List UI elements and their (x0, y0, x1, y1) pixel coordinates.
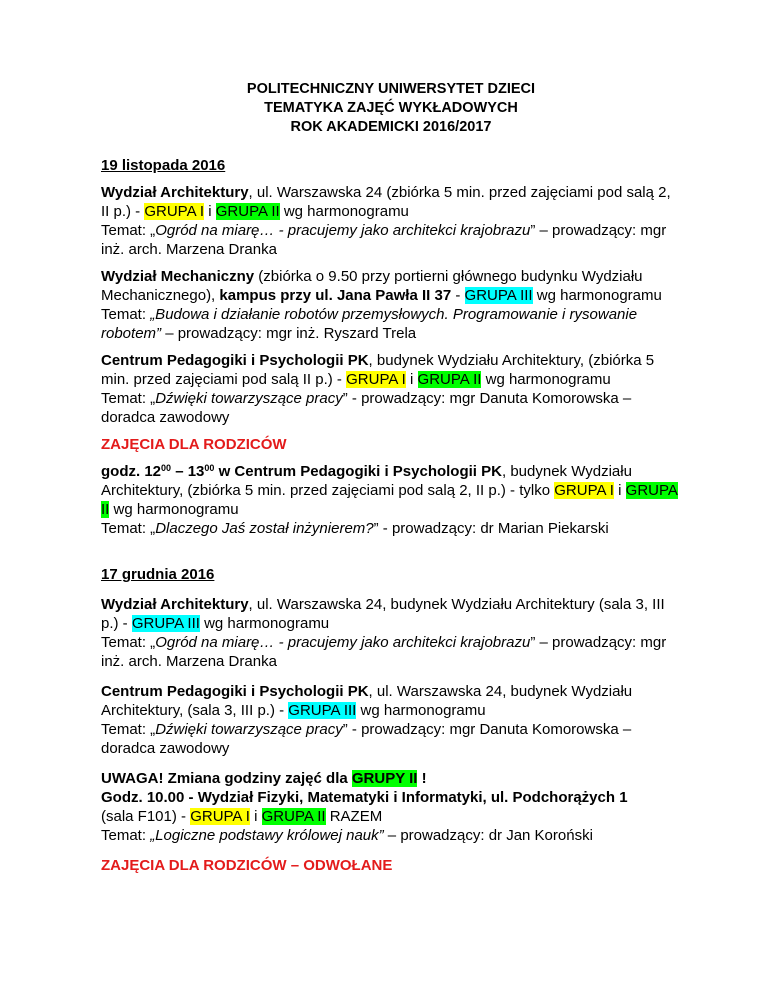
s2-pedagogy-entry: Centrum Pedagogiki i Psychologii PK, ul. Warszawska 24, budynek Wydziału Architektury, (sala 3, III p.) - GRUPA III wg harmonogramu Temat: „Dźwięki towarzyszące pracy” - prowadzący: mgr Danuta Komorowska – doradca zawodowy (101, 683, 633, 757)
topic-title: Dźwięki towarzyszące pracy (155, 721, 343, 738)
topic-title: Ogród na miarę… - pracujemy jako architekci krajobrazu (155, 222, 531, 239)
session-location: Godz. 10.00 - Wydział Fizyki, Matematyki i Informatyki, ul. Podchorążych 1 (101, 789, 628, 806)
faculty-name: Wydział Architektury (101, 184, 249, 201)
group-badge-2: GRUPA II (101, 482, 678, 518)
centre-name: Centrum Pedagogiki i Psychologii PK (101, 683, 369, 700)
header-line-2: TEMATYKA ZAJĘĆ WYKŁADOWYCH (264, 100, 518, 116)
section-1-date: 19 listopada 2016 (101, 157, 226, 174)
group-badge-3: GRUPA III (131, 615, 200, 632)
group-badge-2: GRUPA II (417, 371, 482, 388)
group-badge-1: GRUPA I (190, 808, 250, 825)
session-time: godz. $12^{00} - 13^{00}$ w Centrum Pedagogiki i Psychologii PK (101, 463, 502, 480)
group-badge-3: GRUPA III (464, 287, 533, 304)
campus-address: kampus przy ul. Jana Pawła II 37 (219, 287, 452, 304)
parents-cancelled-heading: ZAJĘCIA DLA RODZICÓW – ODWOŁANE (101, 857, 393, 874)
header-line-1: POLITECHNICZNY UNIWERSYTET DZIECI (246, 81, 536, 97)
topic-title: „Budowa i działanie robotów przemysłowych. Programowanie i rysowanie robotem” (101, 306, 638, 342)
group-badge-2: GRUPA II (215, 203, 280, 220)
parents-heading: ZAJĘCIA DLA RODZICÓW (101, 436, 287, 453)
schedule-change-notice: UWAGA! Zmiana godziny zajęć dla GRUPY II ! (101, 770, 427, 787)
group-badge-2: GRUPY II (351, 770, 418, 787)
topic-title: Dźwięki towarzyszące pracy (155, 390, 343, 407)
s2-math-entry: UWAGA! Zmiana godziny zajęć dla GRUPY II ! Godz. 10.00 - Wydział Fizyki, Matematyki i Informatyki, ul. Podchorążych 1 (sala F101) - GRUPA I i GRUPA II RAZEM Temat: „Logiczne podstawy królowej nauk” – prowadzący: dr Jan Koroński (101, 770, 628, 844)
topic-title: Dlaczego Jaś został inżynierem? (155, 520, 374, 537)
group-badge-1: GRUPA I (144, 203, 205, 220)
header-line-3: ROK AKADEMICKI 2016/2017 (290, 119, 492, 135)
topic-title: „Logiczne podstawy królowej nauk” (150, 827, 384, 844)
centre-name: Centrum Pedagogiki i Psychologii PK (101, 352, 369, 369)
section-2-date: 17 grudnia 2016 (101, 566, 215, 583)
group-badge-1: GRUPA I (554, 482, 614, 499)
s1-pedagogy-entry: Centrum Pedagogiki i Psychologii PK, budynek Wydziału Architektury, (zbiórka 5 min. przed zajęciami pod salą II p.) - GRUPA I i GRUPA II wg harmonogramu Temat: „Dźwięki towarzyszące pracy” - prowadzący: mgr Danuta Komorowska – doradca zawodowy (101, 352, 655, 426)
s1-architecture-entry: Wydział Architektury, ul. Warszawska 24 (zbiórka 5 min. przed zajęciami pod salą 2, II p.) - GRUPA I i GRUPA II wg harmonogramu Temat: „Ogród na miarę… - pracujemy jako architekci krajobrazu” – prowadzący: mgr inż. arch. Marzena Dranka (101, 184, 671, 258)
document-header (101, 80, 681, 137)
faculty-name: Wydział Mechaniczny (101, 268, 255, 285)
s2-architecture-entry: Wydział Architektury, ul. Warszawska 24, budynek Wydziału Architektury (sala 3, III p.) - GRUPA III wg harmonogramu Temat: „Ogród na miarę… - pracujemy jako architekci krajobrazu” – prowadzący: mgr inż. arch. Marzena Dranka (101, 596, 667, 670)
faculty-name: Wydział Architektury (101, 596, 249, 613)
group-badge-2: GRUPA II (261, 808, 326, 825)
document-content (101, 80, 681, 875)
group-badge-3: GRUPA III (288, 702, 357, 719)
s1-parents-entry: godz. $12^{00} - 13^{00}$ w Centrum Pedagogiki i Psychologii PK, budynek Wydziału Architektury, (zbiórka 5 min. przed zajęciami pod salą 2, II p.) - tylko GRUPA I i GRUPA II wg harmonogramu Temat: „Dlaczego Jaś został inżynierem?” - prowadzący: dr Marian Piekarski (101, 463, 678, 537)
s1-mechanical-entry: Wydział Mechaniczny (zbiórka o 9.50 przy portierni głównego budynku Wydziału Mechanicznego), kampus przy ul. Jana Pawła II 37 - GRUPA III wg harmonogramu Temat: „Budowa i działanie robotów przemysłowych. Programowanie i rysowanie robotem” – prowadzący: mgr inż. Ryszard Trela (101, 268, 662, 342)
topic-title: Ogród na miarę… - pracujemy jako architekci krajobrazu (155, 634, 531, 651)
group-badge-1: GRUPA I (346, 371, 406, 388)
